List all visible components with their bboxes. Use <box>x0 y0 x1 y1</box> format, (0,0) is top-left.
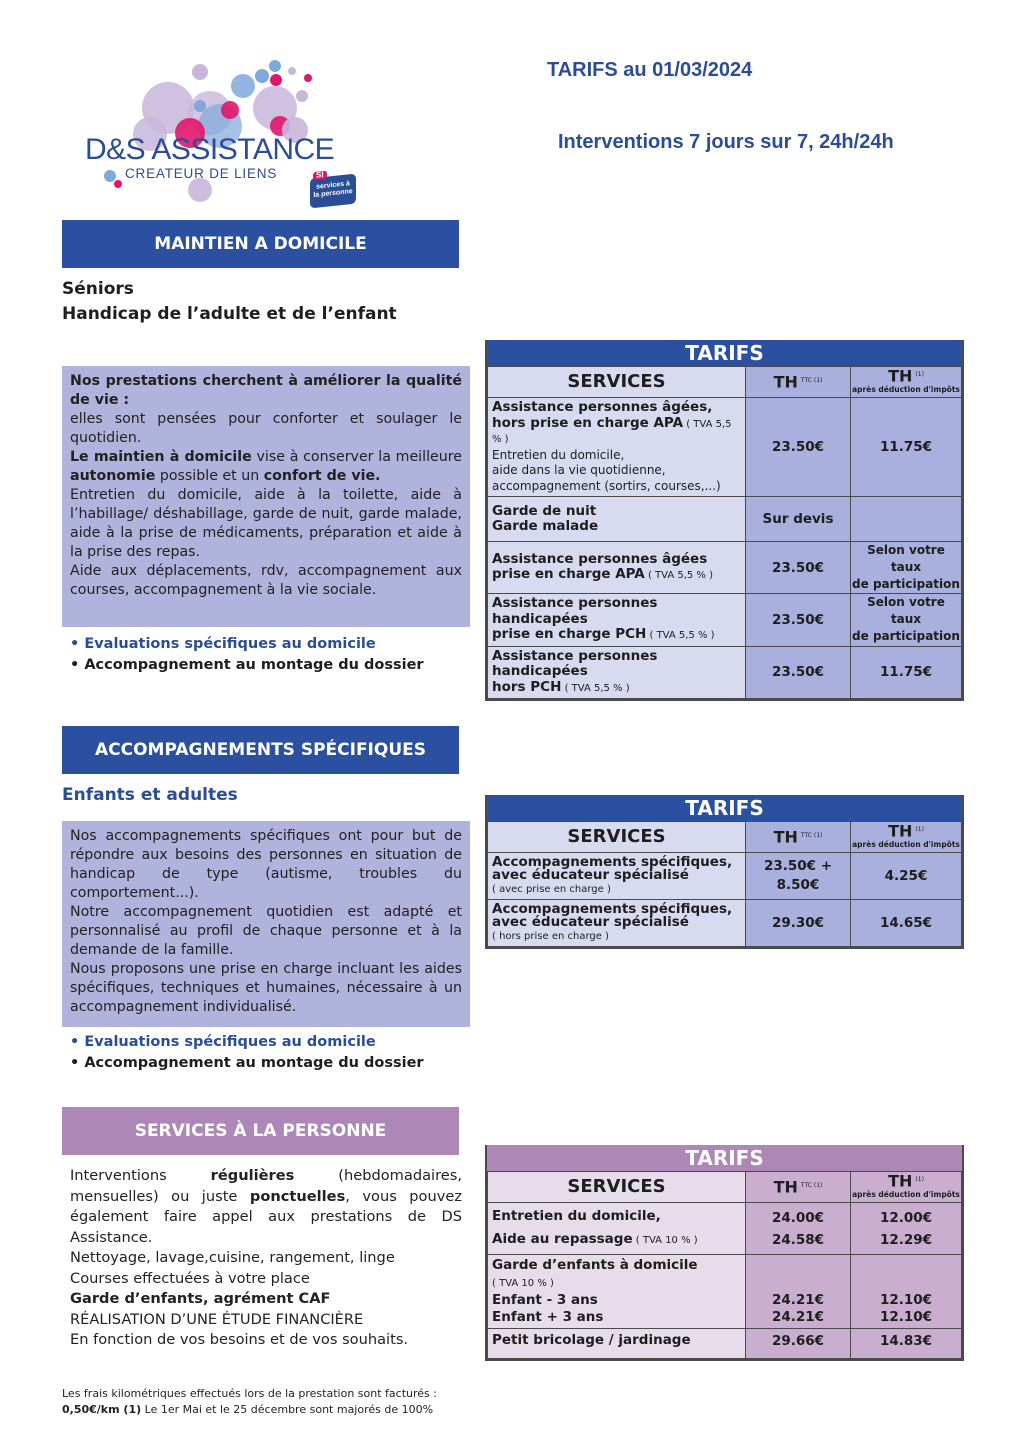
brand-tagline: CREATEUR DE LIENS <box>125 166 278 181</box>
service-name: Assistance personnes âgées, <box>492 399 713 415</box>
desc-paragraph: Notre accompagnement quotidien est adapté et personnalisé au profil de chaque personne et à la demande de la famille. <box>70 904 462 958</box>
desc-bold-maintien: Le maintien à domicile <box>70 449 252 465</box>
desc-text: Interventions <box>70 1167 211 1184</box>
table-row <box>488 594 962 647</box>
price-after-tax: 12.00€ <box>879 1209 933 1226</box>
service-option: Enfant + 3 ans <box>492 1309 604 1325</box>
enfants-adultes-subheading: Enfants et adultes <box>62 785 238 805</box>
price-after-tax: 11.75€ <box>851 646 962 699</box>
brand-logo <box>80 58 370 208</box>
ttc-note: TTC (1) <box>800 1181 823 1189</box>
desc-intro-bold: Nos prestations cherchent à améliorer la qualité de vie : <box>70 373 462 408</box>
participation-note: Selon votre taux <box>867 595 945 627</box>
tva-note: ( TVA 10 % ) <box>492 1278 554 1289</box>
desc-garde-enfants: Garde d’enfants, agrément CAF <box>70 1290 331 1307</box>
price-after-tax: 12.29€ <box>879 1231 933 1248</box>
table-header-row <box>488 1172 962 1203</box>
desc-aide-deplacements: Aide aux déplacements, rdv, accompagnement aux courses, accompagnement à la vie sociale. <box>70 563 462 598</box>
maintien-description <box>62 366 470 627</box>
desc-bold-autonomie: autonomie <box>70 468 156 484</box>
services-header: SERVICES <box>488 822 746 853</box>
table-row <box>488 497 962 542</box>
desc-line: Nettoyage, lavage,cuisine, rangement, linge <box>70 1249 395 1266</box>
table-row <box>488 1203 962 1255</box>
participation-note: Selon votre taux <box>867 543 945 574</box>
price-after-tax: 14.65€ <box>851 900 962 947</box>
seniors-label: Séniors <box>62 279 134 299</box>
price-after-tax: 11.75€ <box>851 398 962 497</box>
table-row <box>488 900 962 947</box>
desc-text: vise à conserver la meilleure <box>251 449 462 465</box>
after-tax-label: après déduction d'impôts <box>852 839 960 849</box>
price-ttc: 24.21€ <box>771 1309 825 1325</box>
th-header: TH <box>888 821 913 841</box>
service-name: Garde d’enfants à domicile <box>492 1257 698 1273</box>
maintien-tariff-table <box>485 340 964 701</box>
table-row <box>488 398 962 497</box>
bullet-evaluations: • Evaluations spécifiques au domicile <box>70 1034 376 1050</box>
desc-bold-ponctuelles: ponctuelles <box>249 1187 346 1205</box>
price-ttc: 29.30€ <box>746 900 851 947</box>
price-after-tax: 4.25€ <box>851 853 962 900</box>
desc-services-list: Entretien du domicile, aide à la toilette, aide à l’habillage/ déshabillage, garde de nuit, garde malade, aide à la prise de médicaments, préparation et aide à la prise des repas. <box>70 487 462 560</box>
tva-note: ( TVA 5,5 % ) <box>644 570 714 581</box>
ttc-note: TTC (1) <box>800 376 823 384</box>
tva-note: ( TVA 5,5 % ) <box>646 630 715 641</box>
bullet-evaluations: • Evaluations spécifiques au domicile <box>70 636 376 652</box>
tariff-title: TARIFS <box>487 795 962 821</box>
service-name: avec éducateur spécialisé <box>492 867 689 883</box>
table-row <box>488 646 962 699</box>
interventions-subtitle: Interventions 7 jours sur 7, 24h/24h <box>558 131 894 153</box>
price-ttc: 23.50€ <box>746 398 851 497</box>
footer-majoration: Le 1er Mai et le 25 décembre sont majorés de 100% <box>141 1403 434 1416</box>
desc-intro: elles sont pensées pour conforter et soulager le quotidien. <box>70 411 462 446</box>
price-after-tax: 12.10€ <box>879 1292 933 1308</box>
price-ttc: 23.50€ <box>746 594 851 647</box>
price-ttc-extra: 8.50€ <box>776 877 820 893</box>
services-personne-description <box>70 1166 462 1351</box>
price-ttc: 23.50€ <box>746 646 851 699</box>
table-row <box>488 853 962 900</box>
desc-line: Courses effectuées à votre place <box>70 1269 310 1287</box>
service-note: ( hors prise en charge ) <box>492 931 609 942</box>
service-name: avec éducateur spécialisé <box>492 914 689 930</box>
services-personne-banner: SERVICES À LA PERSONNE <box>62 1107 459 1155</box>
services-header: SERVICES <box>488 367 746 398</box>
desc-bold-regulieres: régulières <box>210 1167 295 1184</box>
table-row <box>488 1255 962 1329</box>
brand-name: D&S ASSISTANCE <box>85 133 335 166</box>
tva-note: ( TVA 10 % ) <box>632 1235 698 1246</box>
desc-bold-confort: confort de vie. <box>263 468 381 484</box>
desc-paragraph: Nous proposons une prise en charge incluant les aides spécifiques, techniques et humaines, nécessaire à un accompagnement individualisé. <box>70 961 462 1015</box>
tva-note: ( TVA 5,5 % ) <box>492 418 732 445</box>
services-a-la-personne-badge <box>310 169 356 209</box>
th-header: TH <box>773 1177 798 1197</box>
tariff-title: TARIFS <box>487 1145 962 1171</box>
after-tax-label: après déduction d'impôts <box>852 384 960 394</box>
service-name: hors prise en charge APA <box>492 414 684 431</box>
maintien-banner: MAINTIEN A DOMICILE <box>62 220 459 268</box>
price-ttc: Sur devis <box>746 497 851 542</box>
services-personne-tariff-table <box>485 1145 964 1361</box>
service-name: Accompagnements spécifiques, <box>492 854 733 870</box>
footnote-marker: (1) <box>915 1176 924 1184</box>
service-detail: accompagnement (sortirs, courses,...) <box>492 478 721 493</box>
participation-note: de participation <box>852 577 960 591</box>
th-header: TH <box>773 827 798 847</box>
footer-km-rate: 0,50€/km (1) <box>62 1403 142 1416</box>
desc-text: (hebdomadaires, mensuelles) ou juste <box>70 1167 462 1205</box>
desc-etude-financiere: RÉALISATION D’UNE ÉTUDE FINANCIÈRE <box>70 1310 364 1328</box>
desc-paragraph: Nos accompagnements spécifiques ont pour but de répondre aux besoins des personnes en situation de handicap de type (autisme, troubles du comportement...). <box>70 828 462 901</box>
price-after-tax: 14.83€ <box>851 1329 962 1359</box>
price-ttc: 24.21€ <box>771 1292 825 1308</box>
price-ttc: 29.66€ <box>746 1329 851 1359</box>
accompagnements-bullets <box>70 1032 424 1074</box>
price-after-tax: 12.10€ <box>879 1309 933 1325</box>
service-note: ( avec prise en charge ) <box>492 884 611 895</box>
service-option: Enfant - 3 ans <box>492 1292 598 1308</box>
service-name: prise en charge APA <box>492 566 645 582</box>
price-ttc: 23.50€ + <box>763 858 833 874</box>
th-header: TH <box>888 1171 913 1191</box>
service-name: Assistance personnes handicapées <box>492 647 658 679</box>
service-name: Assistance personnes âgées <box>492 550 708 567</box>
service-name: Assistance personnes handicapées <box>492 595 658 627</box>
price-ttc: 24.58€ <box>771 1231 825 1248</box>
service-detail: Entretien du domicile, <box>492 447 625 462</box>
price-ttc: 23.50€ <box>746 542 851 594</box>
participation-note: de participation <box>852 629 960 644</box>
badge-line1: services à <box>316 180 350 191</box>
tariff-title: TARIFS <box>487 340 962 366</box>
badge-si: SI <box>313 171 327 180</box>
maintien-subheading <box>62 277 397 327</box>
table-row <box>488 1329 962 1359</box>
th-header: TH <box>773 372 798 392</box>
desc-text: , vous pouvez également faire appel aux prestations de DS Assistance. <box>70 1187 462 1246</box>
price-ttc: 24.00€ <box>771 1209 825 1226</box>
footer-frais-km: Les frais kilométriques effectués lors de la prestation sont facturés : <box>62 1387 437 1400</box>
service-name: Aide au repassage <box>492 1231 633 1247</box>
footer-note <box>62 1386 437 1418</box>
table-header-row <box>488 367 962 398</box>
service-name: prise en charge PCH <box>492 626 647 642</box>
bullet-accompagnement: • Accompagnement au montage du dossier <box>70 657 424 673</box>
accompagnements-tariff-table <box>485 795 964 949</box>
after-tax-label: après déduction d'impôts <box>852 1189 960 1199</box>
table-header-row <box>488 822 962 853</box>
desc-text: possible et un <box>155 468 264 484</box>
tva-note: ( TVA 5,5 % ) <box>561 682 630 694</box>
accompagnements-description <box>62 821 470 1027</box>
desc-line: En fonction de vos besoins et de vos souhaits. <box>70 1331 409 1348</box>
service-name: hors PCH <box>492 678 562 695</box>
service-name: Entretien du domicile, <box>492 1208 661 1224</box>
th-header: TH <box>888 366 913 386</box>
tarifs-date-title: TARIFS au 01/03/2024 <box>547 59 753 81</box>
service-name: Garde malade <box>492 518 599 534</box>
table-row <box>488 542 962 594</box>
service-detail: aide dans la vie quotidienne, <box>492 463 666 477</box>
footnote-marker: (1) <box>915 826 924 834</box>
badge-line2: la personne <box>313 187 353 200</box>
maintien-bullets <box>70 634 424 676</box>
handicap-label: Handicap de l’adulte et de l’enfant <box>62 304 397 324</box>
service-name: Petit bricolage / jardinage <box>492 1332 691 1348</box>
services-header: SERVICES <box>488 1172 746 1203</box>
bullet-accompagnement: • Accompagnement au montage du dossier <box>70 1055 424 1071</box>
price-after-tax <box>851 497 962 542</box>
service-name: Accompagnements spécifiques, <box>492 901 733 917</box>
footnote-marker: (1) <box>915 371 924 379</box>
accompagnements-banner: ACCOMPAGNEMENTS SPÉCIFIQUES <box>62 726 459 774</box>
service-name: Garde de nuit <box>492 502 597 519</box>
ttc-note: TTC (1) <box>800 831 823 839</box>
